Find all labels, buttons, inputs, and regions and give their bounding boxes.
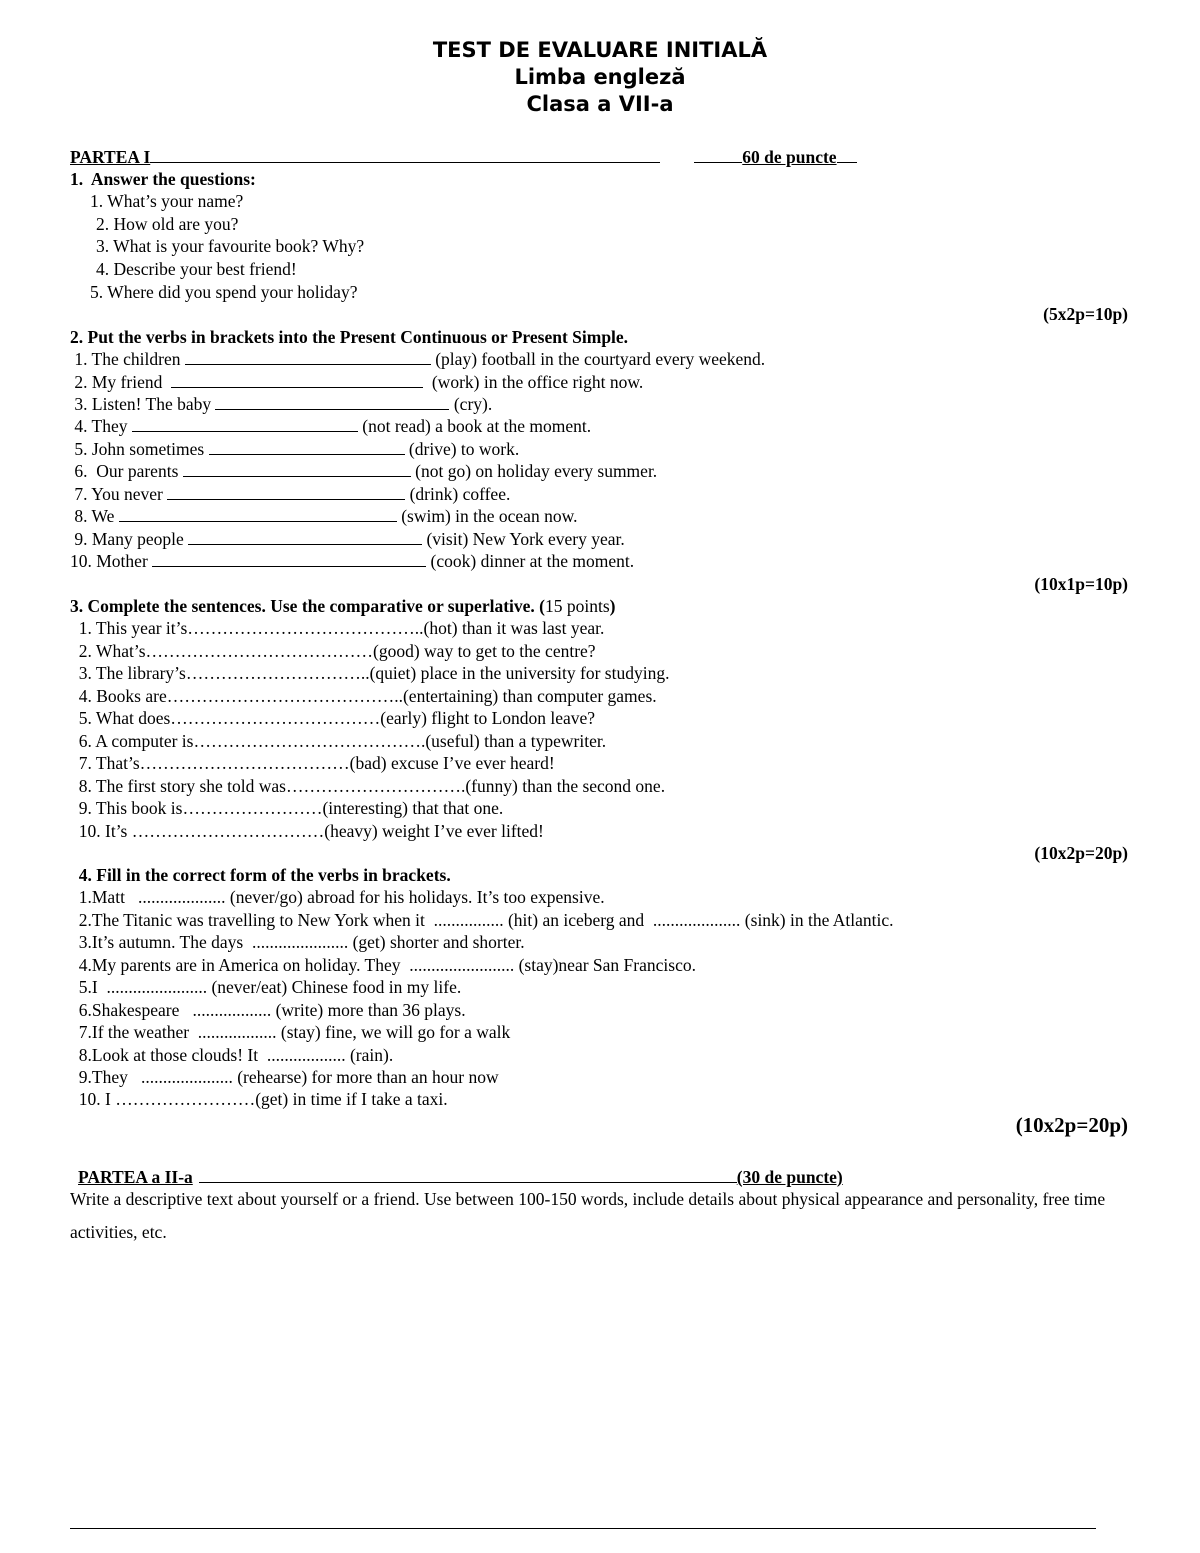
ex3-item: 5. What does………………………………(early) flight to London leave? — [70, 708, 596, 728]
part2-label: PARTEA a II-a — [78, 1167, 193, 1187]
ex2-item: 6. Our parents (not go) on holiday every summer. — [70, 461, 658, 481]
ex4-item: 4.My parents are in America on holiday. They ........................ (stay)near San Francisco. — [70, 955, 696, 975]
ex1-item: 3. What is your favourite book? Why? — [96, 236, 365, 256]
part1-rule — [150, 148, 660, 163]
ex4-score: (10x2p=20p) — [1015, 1113, 1128, 1137]
answer-blank[interactable] — [152, 552, 426, 567]
ex1-heading: 1. Answer the questions: — [70, 169, 256, 189]
ex3-item: 8. The first story she told was………………………….(funny) than the second one. — [70, 776, 666, 796]
part1-label: PARTEA I — [70, 147, 151, 167]
ex2-item: 5. John sometimes (drive) to work. — [70, 439, 520, 459]
grade-title: Clasa a VII-a — [526, 92, 674, 116]
ex3-item: 1. This year it’s…………………………………..(hot) than it was last year. — [70, 618, 605, 638]
answer-blank[interactable] — [119, 507, 397, 522]
ex4-item: 3.It’s autumn. The days ...................... (get) shorter and shorter. — [70, 932, 525, 952]
answer-blank[interactable] — [215, 395, 449, 410]
ex3-score: (10x2p=20p) — [1034, 843, 1128, 863]
ex3-item: 3. The library’s…………………………..(quiet) place in the university for studying. — [70, 663, 670, 683]
ex4-item: 10. I ……………………(get) in time if I take a taxi. — [70, 1089, 448, 1109]
ex2-item: 1. The children (play) football in the courtyard every weekend. — [70, 349, 766, 369]
ex1-item: 4. Describe your best friend! — [96, 259, 297, 279]
part2-points: (30 de puncte) — [736, 1167, 843, 1187]
ex2-item: 2. My friend (work) in the office right now. — [70, 372, 644, 392]
ex1-item: 2. How old are you? — [96, 214, 239, 234]
ex4-item: 8.Look at those clouds! It .................. (rain). — [70, 1045, 394, 1065]
ex4-item: 2.The Titanic was travelling to New York when it ................ (hit) an iceberg and .................... (sink) in the Atlantic. — [70, 910, 894, 930]
ex1-item: 5. Where did you spend your holiday? — [90, 282, 358, 302]
ex2-item: 3. Listen! The baby (cry). — [70, 394, 493, 414]
answer-blank[interactable] — [188, 530, 422, 545]
ex3-item: 9. This book is……………………(interesting) that that one. — [70, 798, 504, 818]
test-title: TEST DE EVALUARE INITIALĂ — [432, 38, 768, 62]
part1-header — [70, 146, 857, 168]
ex2-item: 4. They (not read) a book at the moment. — [70, 416, 592, 436]
ex3-item: 2. What’s…………………………………(good) way to get to the centre? — [70, 641, 596, 661]
ex2-score: (10x1p=10p) — [1034, 574, 1128, 594]
ex2-item: 7. You never (drink) coffee. — [70, 484, 511, 504]
ex4-item: 7.If the weather .................. (stay) fine, we will go for a walk — [70, 1022, 511, 1042]
part1-rule-short — [694, 148, 742, 163]
ex3-item: 6. A computer is………………………………….(useful) than a typewriter. — [70, 731, 607, 751]
footer-divider — [70, 1528, 1096, 1529]
ex2-item: 8. We (swim) in the ocean now. — [70, 506, 578, 526]
ex2-item: 9. Many people (visit) New York every year. — [70, 529, 625, 549]
answer-blank[interactable] — [183, 462, 411, 477]
part2-rule — [199, 1168, 737, 1183]
ex2-heading: 2. Put the verbs in brackets into the Present Continuous or Present Simple. — [70, 327, 629, 347]
answer-blank[interactable] — [185, 350, 431, 365]
ex4-item: 1.Matt .................... (never/go) abroad for his holidays. It’s too expensive. — [70, 887, 605, 907]
ex4-heading: 4. Fill in the correct form of the verbs in brackets. — [70, 865, 451, 885]
subject-title: Limba engleză — [514, 65, 686, 89]
answer-blank[interactable] — [171, 373, 423, 388]
ex3-item: 4. Books are…………………………………..(entertaining) than computer games. — [70, 686, 657, 706]
part2-instructions: Write a descriptive text about yourself or a friend. Use between 100-150 words, include details about physical appearance and personality, free time activities, etc. — [70, 1189, 1106, 1242]
ex4-item: 6.Shakespeare .................. (write) more than 36 plays. — [70, 1000, 466, 1020]
ex3-item: 10. It’s ……………………………(heavy) weight I’ve ever lifted! — [70, 821, 544, 841]
answer-blank[interactable] — [167, 485, 405, 500]
ex1-item: 1. What’s your name? — [90, 191, 244, 211]
answer-blank[interactable] — [209, 440, 405, 455]
ex3-heading: 3. Complete the sentences. Use the comparative or superlative. (15 points) — [70, 596, 616, 616]
ex4-item: 9.They ..................... (rehearse) for more than an hour now — [70, 1067, 499, 1087]
ex4-item: 5.I ....................... (never/eat) Chinese food in my life. — [70, 977, 462, 997]
ex1-score: (5x2p=10p) — [1043, 304, 1128, 324]
part1-rule-tail — [837, 148, 857, 163]
part1-points: 60 de puncte — [742, 147, 837, 167]
ex3-item: 7. That’s………………………………(bad) excuse I’ve ever heard! — [70, 753, 555, 773]
answer-blank[interactable] — [132, 417, 358, 432]
ex2-item: 10. Mother (cook) dinner at the moment. — [70, 551, 635, 571]
